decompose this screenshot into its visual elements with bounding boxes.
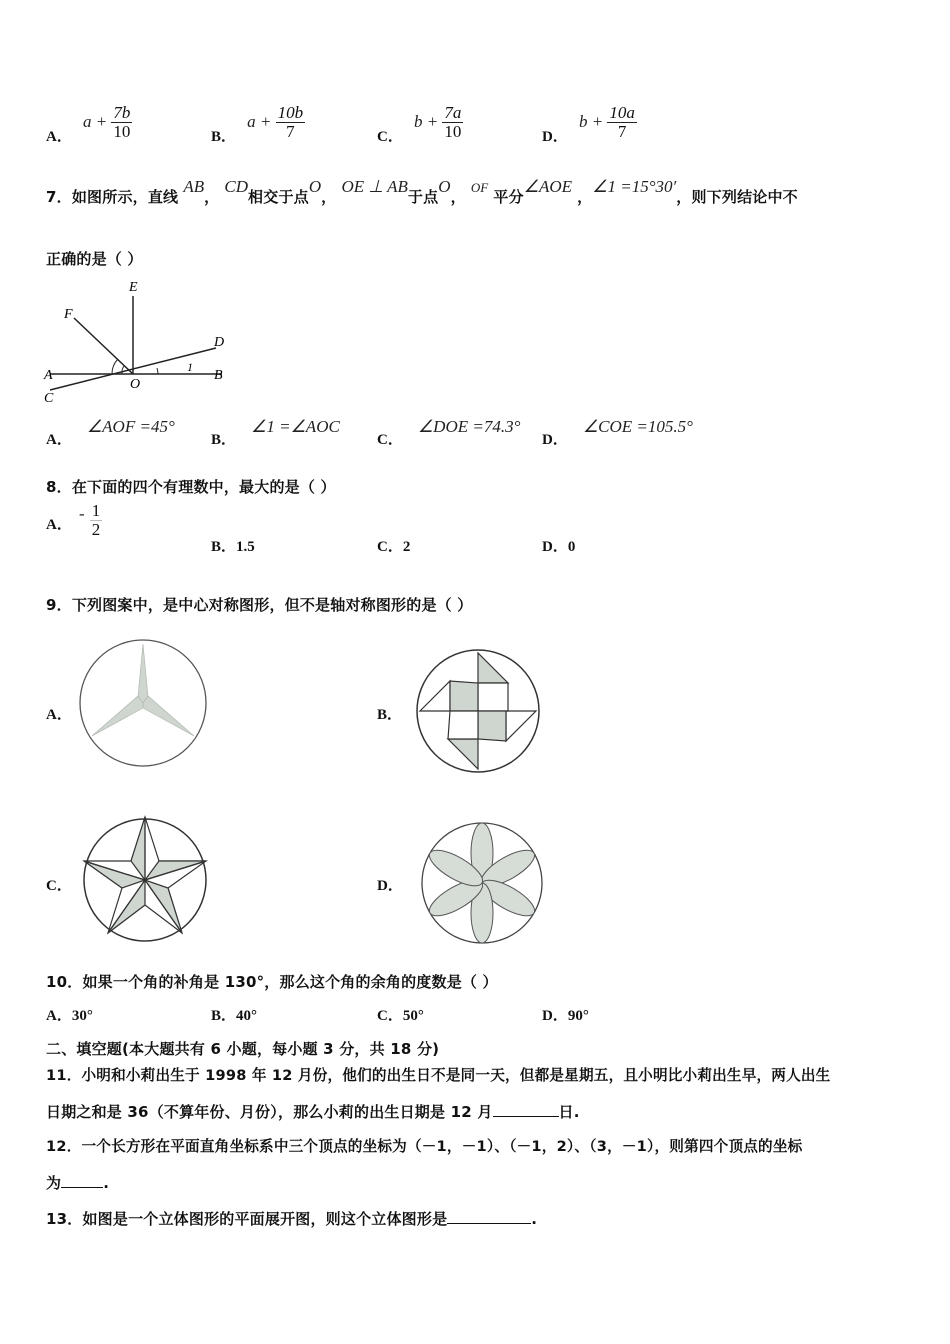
math-ab: AB [183,177,205,196]
question-number: 7． [46,188,72,206]
q10-option-b: B．40° [211,1008,258,1024]
option-label: D． [542,432,568,448]
q9-figure-c-star [80,813,210,943]
angle-arc-fo-a [122,366,124,374]
math-prefix: b + [578,112,608,131]
angle-arc-aof [112,359,118,374]
q9-option-c-label: C． [46,878,72,894]
option-label: A． [46,129,72,145]
minus-sign: - [78,504,85,523]
option-label: A． [46,432,72,448]
option-label: B． [211,129,237,145]
q9-option-a-label: A． [46,707,72,723]
q11-question-line1: 11．小明和小莉出生于 1998 年 12 月份，他们的出生日不是同一天，但都是星期五，且小明比小莉出生早，两人出生 [46,1067,831,1084]
section-heading-fill-in: 二、填空题(本大题共有 6 小题，每小题 3 分，共 18 分) [46,1040,440,1058]
question-text: 于点 [407,188,439,206]
q9-figure-b-pinwheel [413,646,543,776]
q8-question: 8．在下面的四个有理数中，最大的是（ ） [46,478,336,496]
q7-question-line2: 正确的是（ ） [46,250,143,268]
label-a: A [44,368,53,383]
label-b: B [214,368,223,383]
label-e: E [129,280,138,295]
q8-option-a [46,501,102,547]
label-c: C [44,391,54,406]
q6-option-c [377,103,463,145]
q13-question [46,1208,537,1229]
q9-question: 9．下列图案中，是中心对称图形，但不是轴对称图形的是（ ） [46,596,473,614]
q9-figure-a-three-blade [76,636,210,770]
option-expression: ∠DOE =74.3° [417,417,521,436]
question-text: 如图所示，直线 [71,188,179,206]
q10-option-d: D．90° [542,1008,589,1024]
option-expression: ∠COE =105.5° [582,417,693,436]
q8-option-b: B．1.5 [211,539,255,555]
math-of: OF [470,180,489,195]
q7-option-b [211,416,340,448]
q6-option-d [542,103,637,145]
q10-option-c: C．50° [377,1008,424,1024]
math-o: O [438,177,451,196]
q11-text-end: 日. [558,1103,580,1121]
label-angle-1: 1 [187,360,193,374]
q12-question-line1: 12．一个长方形在平面直角坐标系中三个顶点的坐标为（－1，－1）、（－1，2）、（3，－1），则第四个顶点的坐标 [46,1138,803,1155]
q10-question: 10．如果一个角的补角是 130°，那么这个角的余角的度数是（ ） [46,973,498,991]
comma: ， [577,188,593,206]
line-of [74,318,133,374]
option-expression: ∠AOF =45° [86,417,175,436]
angle-arc-1 [157,368,158,374]
option-label: B． [211,432,237,448]
q8-option-d: D．0 [542,539,576,555]
question-text: 平分 [493,188,524,206]
q8-option-c: C．2 [377,539,411,555]
q11-text: 日期之和是 36（不算年份、月份），那么小莉的出生日期是 12 月 [46,1103,493,1121]
fraction: $\frac{7a}{10}$ [444,103,462,141]
fraction: $\frac{7b}{10}$ [113,103,131,141]
math-angle-aoe: ∠AOE [523,177,572,196]
option-label: C． [377,432,403,448]
math-oe-perp-ab: OE ⊥ AB [341,177,408,196]
comma: ， [204,188,220,206]
q7-option-a [46,416,175,448]
q9-option-d-label: D． [377,878,403,894]
math-angle-1: ∠1 =15°30′ [592,177,677,196]
option-label: A． [46,517,72,533]
question-text: 相交于点 [248,188,309,206]
q7-question [46,177,926,207]
comma: ， [450,188,466,206]
q9-figure-d-flower [419,820,545,946]
q11-question-line2 [46,1101,580,1122]
q12-answer-blank[interactable] [61,1173,103,1188]
q7-option-c [377,416,521,448]
q9-option-b-label: B． [377,707,403,723]
label-d: D [214,335,225,350]
q11-answer-blank[interactable] [493,1102,559,1117]
math-prefix: a + [82,112,112,131]
label-o: O [130,377,141,392]
q13-text: 13．如图是一个立体图形的平面展开图，则这个立体图形是 [46,1210,448,1228]
math-cd: CD [224,177,249,196]
q13-answer-blank[interactable] [447,1209,531,1224]
math-prefix: a + [247,112,276,131]
q7-option-d [542,416,693,448]
option-expression: ∠1 =∠AOC [251,417,340,436]
math-prefix: b + [413,112,443,131]
fraction: $\frac{1}{2}$ [91,501,101,539]
q7-geometry-figure [40,276,240,406]
q6-option-b [211,103,305,145]
question-text: ，则下列结论中不 [676,188,798,206]
label-f: F [64,307,73,322]
fraction: $\frac{10a}{7}$ [609,103,635,141]
fraction: $\frac{10b}{7}$ [277,103,304,141]
q13-text-end: . [531,1210,538,1228]
comma: ， [321,188,337,206]
q12-text: 为 [46,1174,62,1192]
q10-option-a: A．30° [46,1008,93,1024]
option-label: C． [377,129,403,145]
q12-text-end: . [103,1174,110,1192]
q12-question-line2 [46,1172,109,1193]
math-o: O [308,177,322,196]
q6-option-a [46,103,132,145]
option-label: D． [542,129,568,145]
